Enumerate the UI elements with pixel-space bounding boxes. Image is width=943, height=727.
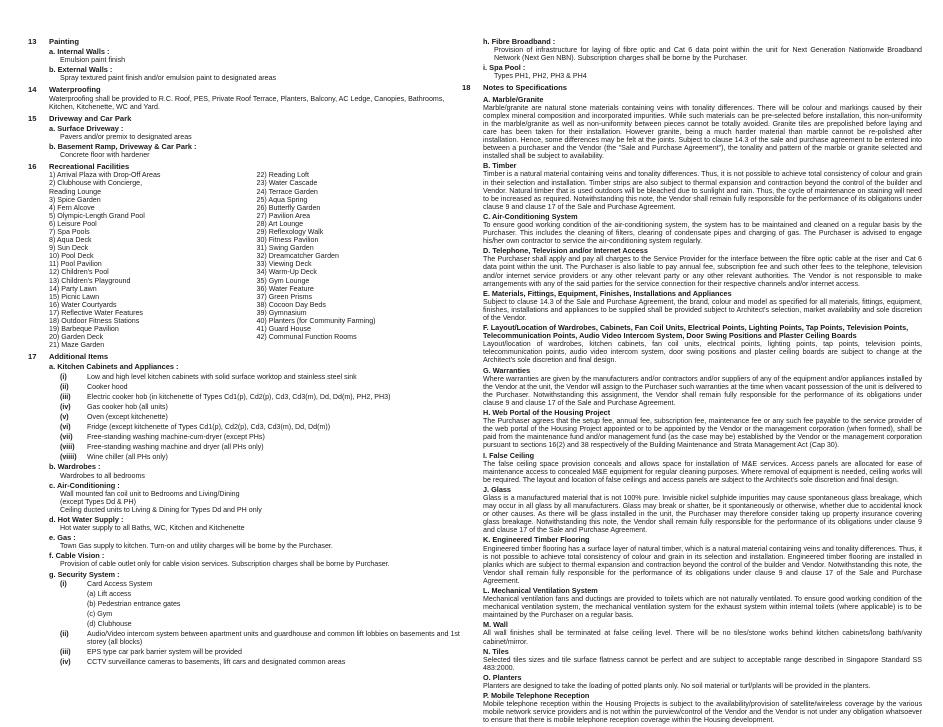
list-item (60, 433, 464, 441)
list-item (60, 403, 464, 411)
section-number: 14 (28, 85, 37, 95)
item-numeral: (viiii) (60, 453, 77, 462)
subsection-title: a. Internal Walls : (49, 47, 110, 57)
note-text: The false ceiling space provision conceals and allows space for installation of M&E services. Access panels are allocated for ease of maintenance access to concealed M&E equipment for regular cleaning purposes. Where removal of equipment is needed, ceiling works will be required. The layout and location of false ceilings and access panels are subject to the Architect's sole discretion and final design. (483, 459, 922, 484)
section-title: Painting (49, 37, 79, 46)
note-heading: N. Tiles (483, 646, 509, 656)
section-waterproofing (28, 86, 464, 110)
note-heading: H. Web Portal of the Housing Project (483, 408, 611, 418)
note-text: Subject to clause 14.3 of the Sale and Purchase Agreement, the brand, colour and model as specified for all materials, fittings, equipment, finishes, installations and appliances to be supplied shall be provided subject to Architect's selection, market availability and sole discretion of the Vendor. (483, 297, 922, 322)
section-number: 16 (28, 162, 37, 172)
subsection-text: Emulsion paint finish (60, 56, 126, 65)
item-text: (b) Pedestrian entrance gates (87, 599, 181, 608)
subsection-title: b. Wardrobes : (49, 462, 101, 472)
subsection-text: Spray textured paint finish and/or emulsion paint to designated areas (60, 74, 277, 83)
facility-item: 33) Viewing Deck (256, 260, 312, 269)
section-notes (462, 84, 922, 724)
note-text: The Purchaser agrees that the setup fee, annual fee, subscription fee, maintenance fee or any such fee payable to the service provider of the web portal of the Housing Project appointed or to be appointed by the Vendor or the management corporation (when formed), shall be paid from the maintenance fund and/or management fund (as the case may be) established by the Vendor or the management corporation pursuant to sections 16(2) and 38 respectively of the Building Maintenance and Strata Management Act (Cap 30). (483, 417, 922, 450)
item-numeral: (v) (60, 412, 69, 421)
subsection-text: Wall mounted fan coil unit to Bedrooms and Living/Dining (60, 489, 240, 498)
facilities-column-1 (49, 171, 257, 349)
facility-item: 30) Fitness Pavilion (256, 236, 319, 245)
item-text: Gas cooker hob (all units) (87, 402, 168, 411)
item-numeral: (iv) (60, 402, 71, 411)
note-text: Mechanical ventilation fans and ductings are provided to toilets which are not naturally ventilated. To ensure good working condition of the mechanical ventilation system, the mechanical ventilation system for the exhaust system within internal toilets (where applicable) is to be maintained by the Purchaser on a regular basis. (483, 595, 922, 620)
note-heading: E. Materials, Fittings, Equipment, Finishes, Installations and Appliances (483, 288, 732, 298)
note-text: Selected tiles sizes and tile surface flatness cannot be perfect and are subject to acceptable range described in Singapore Standard SS 483:2000. (483, 655, 922, 672)
facility-item: 25) Aqua Spring (256, 195, 308, 204)
facility-item: 39) Gymnasium (256, 308, 307, 317)
section-title: Recreational Facilities (49, 162, 130, 172)
note-text: Planters are designed to take the loading of potted plants only. No soil material or turf/plants will be provided in the planters. (483, 682, 871, 691)
facility-item: 16) Water Courtyards (49, 300, 117, 309)
note-text: Mobile telephone reception within the Housing Projects is subject to the availability/provision of satellite/wireless coverage by the various mobile network service providers and is not within the purview/control of the Vendor and the Vendor is not under any obligation whatsoever to ensure that there is mobile telephone reception coverage within the Housing development. (483, 700, 922, 725)
item-numeral: (iii) (60, 392, 71, 401)
subsection-title: e. Gas : (49, 533, 76, 543)
subsection-title: a. Kitchen Cabinets and Appliances : (49, 362, 179, 372)
list-item (60, 620, 464, 628)
note-heading: I. False Ceiling (483, 450, 535, 460)
note-heading: B. Timber (483, 161, 517, 171)
note-item (483, 621, 922, 645)
section-fibre-broadband (462, 38, 922, 80)
subsection-title: g. Security System : (49, 569, 120, 579)
facility-item: 38) Cocoon Day Beds (256, 300, 326, 309)
note-text: The Purchaser shall apply and pay all charges to the Service Provider for the interface between the fibre optic cable at the riser and Cat 6 data point within the unit. The Purchaser is also liable to pay annual fee, subscription fee and such other fees to the telephone, television and/or internet service providers or any other relevant party or any other relevant authorities. The Vendor is not responsible to make arrangements with any of the said parties for the service connection for their respective channels and/or internet access. (483, 255, 922, 288)
subsection-title: c. Air-Conditioning : (49, 480, 120, 490)
list-item (60, 423, 464, 431)
item-text: Low and high level kitchen cabinets with solid surface worktop and stainless steel sink (87, 372, 357, 381)
section-number: 13 (28, 37, 37, 46)
note-text: To ensure good working condition of the air-conditioning system, the system has to be maintained and cleaned on a regular basis by the Purchaser. This includes the cleaning of filters, clearing of condensate pipes and charging of gas. The Purchaser is advised to engage his/her own contractor to service the air-conditioning system regularly. (483, 220, 922, 246)
facility-item: 22) Reading Loft (256, 171, 309, 180)
subsection-text: Concrete floor with hardener (60, 151, 150, 160)
facility-item: 36) Water Feature (256, 284, 314, 293)
facility-item: 5) Olympic-Length Grand Pool (49, 211, 145, 220)
note-text: Timber is a natural material containing veins and tonality differences. Thus, it is not possible to achieve total consistency of colour and grain in their selection and installation. Timber strips are also subject to thermal expansion and contraction beyond the control of the builder and Vendor. Natural timber that is used outdoors will be bleached due to sunlight and rain. Thus, the cycle of maintenance on staining will need to be increased as required. Notwithstanding this note, the Vendor shall remain fully responsible for the performance of its obligations under clause 9 and clause 17 of the Sale and Purchase Agreement. (483, 170, 922, 211)
note-heading: K. Engineered Timber Flooring (483, 535, 590, 545)
subsection-text: Pavers and/or premix to designated areas (60, 132, 192, 141)
facility-item: 1) Arrival Plaza with Drop-Off Areas (49, 171, 161, 180)
list-item (60, 600, 464, 608)
item-text: Oven (except kitchenette) (87, 412, 168, 421)
facility-item: 11) Pool Pavilion (49, 260, 102, 269)
item-numeral: (viii) (60, 443, 75, 452)
item-text: EPS type car park barrier system will be provided (87, 648, 242, 657)
section-number: 15 (28, 113, 37, 123)
item-numeral: (vii) (60, 433, 73, 442)
section-title: Driveway and Car Park (49, 113, 132, 123)
list-item (60, 658, 464, 666)
security-items-list (49, 580, 464, 667)
facilities-column-2 (257, 171, 465, 349)
kitchen-items-list (49, 373, 464, 462)
note-heading: D. Telephone, Television and/or Internet Access (483, 246, 648, 256)
left-column (28, 38, 464, 668)
item-text: Card Access System (87, 579, 153, 588)
item-text: Free-standing washing machine-cum-dryer (except PHs) (87, 433, 265, 442)
section-number: 17 (28, 352, 37, 362)
note-item (483, 290, 922, 322)
facility-item: 21) Maze Garden (49, 341, 105, 350)
note-text: All wall finishes shall be terminated at false ceiling level. There will be no tiles/stone works behind kitchen cabinets/long bath/vanity cabinet/mirror. (483, 629, 922, 646)
list-item (60, 413, 464, 421)
facility-item: 15) Picnic Lawn (49, 292, 100, 301)
item-numeral: (iv) (60, 658, 71, 667)
subsection-text: (except Types Dd & PH) (60, 497, 136, 506)
facility-item: 42) Communal Function Rooms (256, 333, 357, 342)
subsection-text: Types PH1, PH2, PH3 & PH4 (494, 72, 587, 81)
note-text: Layout/location of wardrobes, kitchen cabinets, fan coil units, electrical points, lighting points, tap points, television points, telecommunication points, audio video intercom system, door swing positions and plaster ceiling boards are subject to change at the Architect's sole discretion and final design. (483, 340, 922, 365)
item-text: (a) Lift access (87, 589, 132, 598)
facility-item: 14) Party Lawn (49, 284, 97, 293)
list-item (60, 443, 464, 451)
facility-item: 12) Children's Pool (49, 268, 109, 277)
note-item (483, 692, 922, 724)
facility-item: 29) Reflexology Walk (256, 227, 324, 236)
note-item (483, 213, 922, 245)
item-text: Wine chiller (all PHs only) (87, 453, 168, 462)
item-text: Audio/Video intercom system between apartment units and guardhouse and common lift lobbies on basements and 1st storey (all blocks) (87, 630, 460, 647)
facility-item: 10) Pool Deck (49, 252, 94, 261)
facility-item: 40) Planters (for Community Farming) (256, 317, 376, 325)
facility-item: 2) Clubhouse with Concierge, (49, 179, 143, 188)
item-text: Cooker hood (87, 382, 128, 391)
note-text: Engineered timber flooring has a surface layer of natural timber, which is a natural material containing veins and tonality differences. Thus, it is not possible to achieve total consistency of colour and grain in its selection and installation. Engineered timber flooring are installed in planks which are subject to thermal expansion and contraction beyond the control of the builder and Vendor. Notwithstanding this note, the Vendor shall remain fully responsible for the performance of its obligations under clause 9 and clause 17 of the Sale and Purchase Agreement. (483, 544, 922, 585)
facility-item: 18) Outdoor Fitness Stations (49, 317, 140, 325)
list-item (60, 393, 464, 401)
note-heading: M. Wall (483, 620, 508, 630)
notes-list (483, 96, 922, 725)
section-title: Notes to Specifications (483, 83, 567, 93)
note-heading: J. Glass (483, 484, 511, 494)
facility-item: 6) Leisure Pool (49, 219, 97, 228)
subsection-title: b. Basement Ramp, Driveway & Car Park : (49, 142, 197, 152)
facility-item: 34) Warm-Up Deck (256, 268, 317, 277)
note-item (483, 536, 922, 585)
facility-item: 23) Water Cascade (256, 179, 318, 188)
note-item (483, 587, 922, 619)
facility-item: 7) Spa Pools (49, 227, 90, 236)
facility-item: 8) Aqua Deck (49, 236, 92, 245)
section-title: Additional Items (49, 352, 109, 362)
facility-item: 17) Reflective Water Features (49, 308, 143, 317)
section-recreational-facilities (28, 163, 464, 349)
facilities-list (49, 171, 464, 349)
subsection-text: Wardrobes to all bedrooms (60, 471, 145, 480)
item-numeral: (ii) (60, 382, 69, 391)
subsection-title: i. Spa Pool : (483, 63, 526, 73)
facility-item: 26) Butterfly Garden (256, 203, 321, 212)
note-item (483, 324, 922, 364)
subsection-text: Provision of infrastructure for laying of fibre optic and Cat 6 data point within the unit for Next Generation Nationwide Broadband Network (Next Gen NBN). Subscription charges shall be borne by the Purchaser. (494, 46, 922, 63)
subsection-title: a. Surface Driveway : (49, 123, 124, 133)
item-text: (d) Clubhouse (87, 620, 132, 628)
list-item (60, 610, 464, 618)
subsection-title: b. External Walls : (49, 65, 113, 75)
list-item (60, 373, 464, 381)
note-item (483, 486, 922, 535)
note-item (483, 367, 922, 407)
note-item (483, 96, 922, 161)
facility-item: 28) Art Lounge (256, 219, 304, 228)
item-numeral: (i) (60, 579, 67, 588)
list-item (60, 590, 464, 598)
section-additional-items (28, 353, 464, 666)
facility-item: 31) Swing Garden (256, 244, 314, 253)
note-text: Glass is a manufactured material that is not 100% pure. Invisible nickel sulphide impurities may cause spontaneous glass breakage, which may occur in all glass by all manufacturers. Glass may break or shatter, be it spontaneously or otherwise, whether due to accidental knock or other causes. As there will be glass installed in the unit, the Purchaser may therefore consider taking up property insurance covering glass breakage. Notwithstanding this note, the Vendor shall remain fully responsible for the performance of its obligations under clause 9 and clause 17 of the Sale and Purchase Agreement. (483, 493, 922, 535)
facility-item: 9) Sun Deck (49, 244, 89, 253)
note-text: Marble/granite are natural stone materials containing veins with tonality differences. There will be colour and markings caused by their complex mineral composition and incorporated impurities. While such materials can be pre-selected before installation, this non-uniformity in the marble/granite as well as non-uniformity between pieces cannot be totally avoided. Granite tiles are prepolished before laying and care has been taken for their installation. However granite, being a much harder material than marble cannot be re-polished after installation. Hence, some differences may be felt at the joints. Subject to clause 14.3 of the sale and purchase agreement to be entered into between a purchaser and the Vendor (the "Sale and Purchase Agreement"), the tonality and pattern of the marble or granite selected and installed shall be subject to availability. (483, 103, 922, 161)
facility-item: 19) Barbeque Pavilion (49, 325, 119, 334)
item-text: (c) Gym (87, 609, 113, 618)
note-heading: F. Layout/Location of Wardrobes, Cabinets, Fan Coil Units, Electrical Points, Lighting Points, Tap Points, Television Points, Telecommunication Points, Audio Video Intercom System, Door Swing Positions and Plaster Ceiling Boards (483, 323, 909, 341)
facility-item: 13) Children's Playground (49, 276, 131, 285)
section-painting (28, 38, 464, 82)
note-item (483, 162, 922, 211)
item-numeral: (ii) (60, 630, 69, 639)
note-text: Where warranties are given by the manufacturers and/or contractors and/or suppliers of any of the equipment and/or appliances installed by the Vendor at the unit, the Vendor will assign to the Purchaser such warranties at the time when vacant possession of the unit is delivered to the Purchaser. Notwithstanding this assignment, the Vendor shall remain fully responsible for the performance of its obligations under clause 9 and clause 17 of the Sale and Purchase Agreement. (483, 374, 922, 407)
facility-item: 4) Fern Alcove (49, 203, 95, 212)
note-heading: G. Warranties (483, 365, 531, 375)
right-column (462, 38, 922, 727)
list-item (60, 580, 464, 588)
facility-item: 35) Gym Lounge (256, 276, 310, 285)
list-item (60, 383, 464, 391)
section-number: 18 (462, 83, 471, 93)
subsection-text: Provision of cable outlet only for cable vision services. Subscription charges shall be borne by Purchaser. (60, 560, 390, 569)
note-item (483, 409, 922, 449)
list-item (60, 648, 464, 656)
list-item (60, 630, 464, 646)
subsection-title: f. Cable Vision : (49, 551, 105, 561)
note-item (483, 452, 922, 484)
item-numeral: (vi) (60, 423, 71, 432)
item-text: Fridge (except kitchenette of Types Cd1(p), Cd2(p), Cd3, Cd3(m), Dd, Dd(m)) (87, 423, 331, 432)
note-heading: A. Marble/Granite (483, 94, 544, 104)
note-heading: C. Air-Conditioning System (483, 211, 578, 221)
item-numeral: (i) (60, 372, 67, 381)
facility-item: 20) Garden Deck (49, 333, 104, 342)
note-item (483, 648, 922, 672)
note-heading: P. Mobile Telephone Reception (483, 691, 590, 701)
item-text: Electric cooker hob (in kitchenette of Types Cd1(p), Cd2(p), Cd3, Cd3(m), Dd, Dd(m), PH2, PH3) (87, 392, 391, 401)
subsection-title: d. Hot Water Supply : (49, 514, 124, 524)
subsection-text: Ceiling ducted units to Living & Dining for Types Dd and PH only (60, 505, 262, 514)
facility-item: 37) Green Prisms (256, 292, 313, 301)
facility-item: 24) Terrace Garden (256, 187, 318, 196)
note-item (483, 247, 922, 287)
facility-item: Reading Lounge (49, 187, 102, 196)
subsection-title: h. Fibre Broadband : (483, 37, 556, 46)
facility-item: 27) Pavilion Area (256, 211, 311, 220)
section-title: Waterproofing (49, 85, 101, 95)
facility-item: 3) Spice Garden (49, 195, 101, 204)
subsection-text: Hot water supply to all Baths, WC, Kitchen and Kitchenette (60, 524, 245, 533)
item-text: Free-standing washing machine and dryer (all PHs only) (87, 443, 264, 452)
note-item (483, 674, 922, 690)
subsection-text: Town Gas supply to kitchen. Turn-on and utility charges will be borne by the Purchaser. (60, 542, 333, 551)
note-heading: L. Mechanical Ventilation System (483, 586, 598, 595)
section-driveway (28, 115, 464, 159)
list-item (60, 453, 464, 461)
item-text: CCTV surveillance cameras to basements, lift cars and designated common areas (87, 658, 346, 667)
facility-item: 41) Guard House (256, 325, 311, 334)
item-numeral: (iii) (60, 648, 71, 657)
section-text: Waterproofing shall be provided to R.C. Roof, PES, Private Roof Terrace, Planters, Balcony, AC Ledge, Canopies, Bathrooms, Kitchen, Kitchenette, WC and Yard. (49, 94, 445, 111)
note-heading: O. Planters (483, 672, 522, 682)
facility-item: 32) Dreamcatcher Garden (256, 252, 339, 261)
